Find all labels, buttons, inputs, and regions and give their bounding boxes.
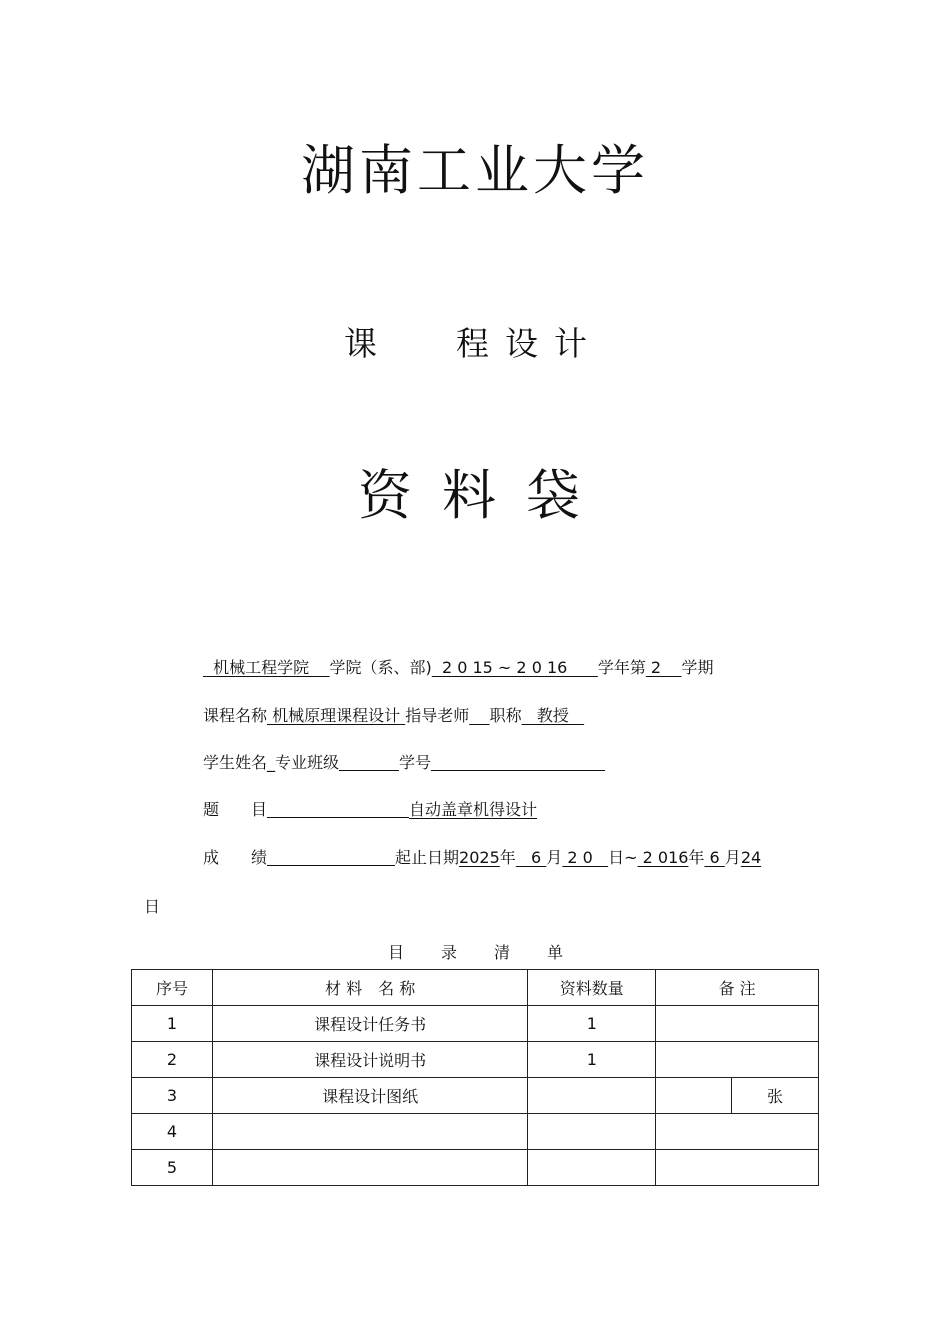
- college-suffix: 学院（系、部): [329, 658, 432, 677]
- toc-title-char: 单: [547, 943, 564, 962]
- advisor-label: 指导老师: [405, 706, 470, 725]
- start-year: 2025: [459, 848, 500, 867]
- toc-title-char: 清: [494, 943, 511, 962]
- month-char: 月: [546, 848, 563, 867]
- topic-line: [203, 797, 537, 820]
- semester-number: 2: [645, 658, 682, 677]
- college-name: 机械工程学院: [203, 658, 330, 677]
- advisor-name: [469, 706, 489, 725]
- topic-label: 题 目: [203, 800, 268, 819]
- row-no: 1: [132, 1006, 213, 1042]
- row-no: 5: [132, 1150, 213, 1186]
- end-day: 24: [740, 848, 762, 867]
- advisor-title: 教授: [521, 706, 585, 725]
- date-label: 起止日期: [395, 848, 460, 867]
- header-no: 序号: [132, 970, 213, 1006]
- table-header-row: [132, 970, 819, 1006]
- row-name: 课程设计说明书: [212, 1042, 528, 1078]
- title-label: 职称: [489, 706, 522, 725]
- university-title: 湖南工业大学: [301, 139, 649, 202]
- student-line: [203, 750, 605, 773]
- topic-blank: [267, 802, 409, 818]
- year-char: 年: [499, 848, 516, 867]
- course-label: 课程名称: [203, 706, 268, 725]
- row-qty: 1: [528, 1042, 656, 1078]
- course-name: 机械原理课程设计: [267, 706, 406, 725]
- toc-title: [388, 940, 600, 963]
- end-month: 6: [704, 848, 725, 867]
- day-char: 日~: [608, 848, 638, 867]
- row-note: [656, 1006, 819, 1042]
- class-blank: [339, 755, 399, 771]
- table-row: [132, 1078, 819, 1114]
- row-no: 2: [132, 1042, 213, 1078]
- end-year: 2 016: [637, 848, 689, 867]
- row-no: 3: [132, 1078, 213, 1114]
- table-row: [132, 1042, 819, 1078]
- academic-year: 2 0 15 ~ 2 0 16: [431, 658, 598, 677]
- toc-title-char: 目: [388, 943, 405, 962]
- start-day: 2 0: [562, 848, 609, 867]
- header-name: 材 料 名 称: [212, 970, 528, 1006]
- year-suffix: 学年第: [597, 658, 646, 677]
- row-qty: [528, 1114, 656, 1150]
- row-count-blank: [656, 1078, 732, 1114]
- grade-blank: [267, 850, 395, 866]
- end-year-char: 年: [688, 848, 705, 867]
- grade-date-line: [203, 845, 761, 868]
- course-design-heading-part2: 程设计: [456, 324, 603, 363]
- student-label: 学生姓名_专业班级: [203, 753, 340, 772]
- table-row: [132, 1006, 819, 1042]
- row-qty: 1: [528, 1006, 656, 1042]
- student-id-label: 学号: [399, 753, 432, 772]
- course-design-heading-part1: 课: [344, 324, 377, 363]
- row-note: [656, 1114, 819, 1150]
- header-qty: 资料数量: [528, 970, 656, 1006]
- row-qty: [528, 1078, 656, 1114]
- row-note: [656, 1150, 819, 1186]
- row-name: 课程设计图纸: [212, 1078, 528, 1114]
- table-row: [132, 1150, 819, 1186]
- topic-value: 自动盖章机得设计: [409, 800, 538, 819]
- grade-label: 成 绩: [203, 848, 268, 867]
- row-note: 张: [732, 1078, 819, 1114]
- materials-table: [131, 969, 819, 1186]
- toc-title-char: 录: [441, 943, 458, 962]
- table-row: [132, 1114, 819, 1150]
- row-no: 4: [132, 1114, 213, 1150]
- row-qty: [528, 1150, 656, 1186]
- row-note: [656, 1042, 819, 1078]
- start-month: 6: [515, 848, 547, 867]
- end-day-char: 日: [144, 897, 161, 916]
- student-id-blank: [431, 755, 605, 771]
- row-name: [212, 1150, 528, 1186]
- row-name: [212, 1114, 528, 1150]
- end-month-char: 月: [724, 848, 741, 867]
- row-name: 课程设计任务书: [212, 1006, 528, 1042]
- college-year-line: [203, 655, 713, 678]
- header-note: 备 注: [656, 970, 819, 1006]
- course-advisor-line: [203, 703, 584, 726]
- semester-suffix: 学期: [681, 658, 714, 677]
- document-bag-title: 资料袋: [358, 464, 610, 527]
